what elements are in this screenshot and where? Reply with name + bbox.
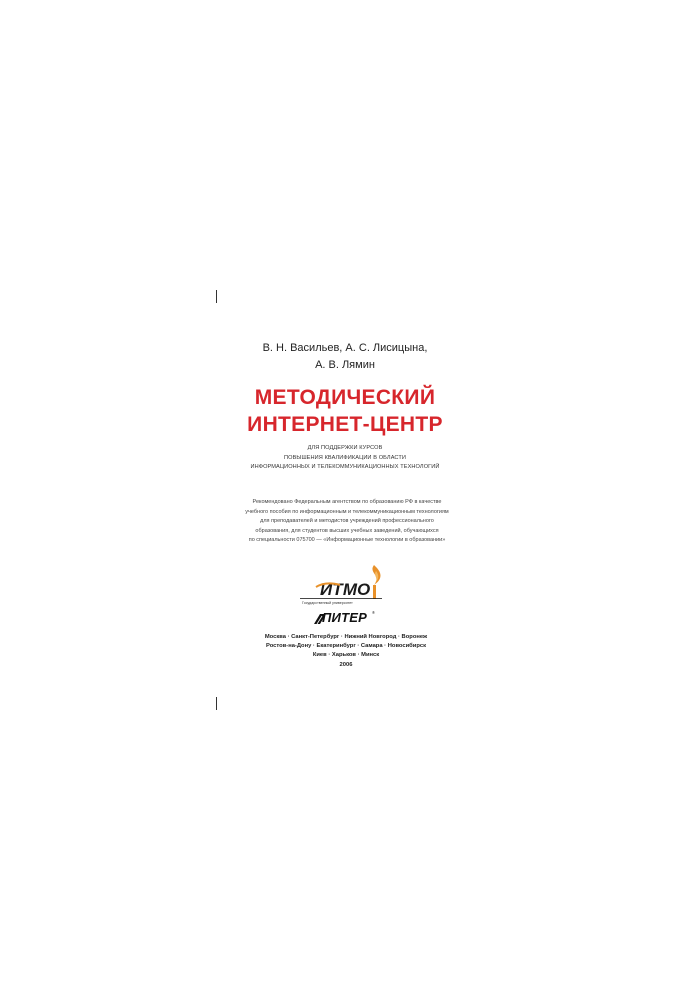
- authors: [230, 340, 460, 374]
- publisher-reg-mark: ®: [372, 610, 375, 615]
- approval-line-2: учебного пособия по информационным и телекоммуникационным технологиям: [245, 508, 449, 515]
- authors-line-1: В. Н. Васильев, А. С. Лисицына,: [262, 342, 428, 354]
- crop-mark-top: [216, 290, 217, 303]
- ifmo-logo-lettering: ИТМО: [320, 580, 371, 599]
- book-title-line-1: МЕТОДИЧЕСКИЙ: [254, 386, 436, 409]
- approval-line-1: Рекомендовано Федеральным агентством по образованию РФ в качестве: [252, 499, 442, 505]
- approval-note: [218, 498, 476, 546]
- publisher-name: ПИТЕР: [322, 610, 367, 625]
- approval-line-3: для преподавателей и методистов учреждений профессионального: [260, 518, 434, 524]
- book-title: [200, 384, 490, 438]
- subtitle-line-3: ИНФОРМАЦИОННЫХ И ТЕЛЕКОММУНИКАЦИОННЫХ ТЕХНОЛОГИЙ: [250, 464, 440, 470]
- book-title-line-2: ИНТЕРНЕТ-ЦЕНТР: [247, 413, 443, 436]
- authors-line-2: А. В. Лямин: [315, 359, 375, 371]
- ifmo-logo: [296, 563, 396, 607]
- ifmo-logo-tagline: Государственный университет: [302, 601, 353, 605]
- book-subtitle: [190, 444, 500, 473]
- subtitle-line-2: ПОВЫШЕНИЯ КВАЛИФИКАЦИИ В ОБЛАСТИ: [284, 454, 406, 461]
- subtitle-line-1: ДЛЯ ПОДДЕРЖКИ КУРСОВ: [307, 445, 383, 451]
- crop-mark-bottom: [216, 697, 217, 710]
- approval-line-5: по специальности 075700 — «Информационные технологии в образовании»: [248, 537, 446, 543]
- cities-line-2: Ростов-на-Дону · Екатеринбург · Самара · Новосибирск: [265, 643, 426, 650]
- publisher-cities: [240, 633, 452, 670]
- cities-line-3: Киев · Харьков · Минск: [312, 652, 380, 659]
- publication-year: 2006: [339, 661, 353, 668]
- approval-line-4: образования, для студентов высших учебных заведений, обучающихся: [255, 527, 439, 534]
- cities-line-1: Москва · Санкт-Петербург · Нижний Новгород · Воронеж: [264, 634, 428, 640]
